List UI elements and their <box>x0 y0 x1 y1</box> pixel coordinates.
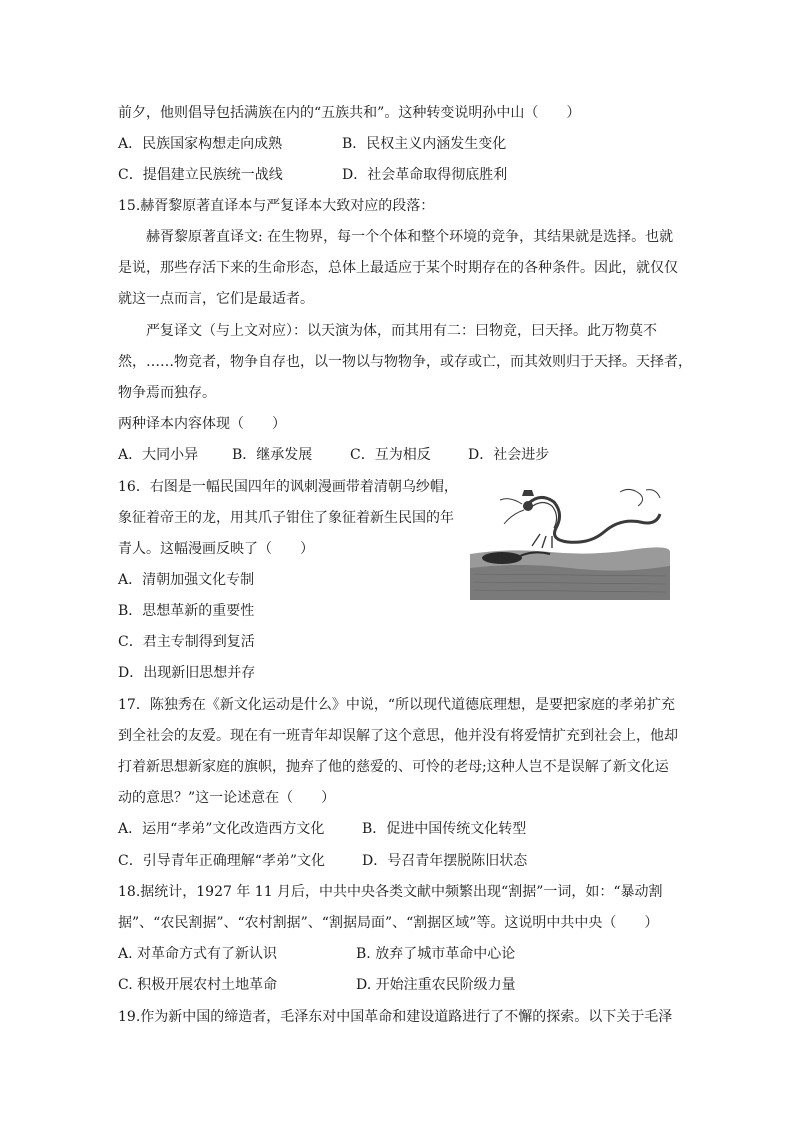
q17-option-b: B．促进中国传统文化转型 <box>362 821 527 837</box>
q18-option-b: B. 放弃了城市革命中心论 <box>356 946 516 962</box>
q18-option-c: C. 积极开展农村土地革命 <box>118 977 278 993</box>
q15-para1-line-3: 就这一点而言，它们是最适者。 <box>118 291 314 307</box>
q14-tail: 前夕，他则倡导包括满族在内的“五族共和”。这种转变说明孙中山（ ） <box>118 105 581 121</box>
q17-stem-line-3: 打着新思想新家庭的旗帜，抛弃了他的慈爱的、可怜的老母;这种人岂不是误解了新文化运 <box>118 759 669 775</box>
q15-option-a: A．大同小异 <box>118 447 199 463</box>
q15-option-b: B．继承发展 <box>232 447 313 463</box>
dragon-cartoon-image <box>470 484 670 600</box>
q16-option-b: B．思想革新的重要性 <box>118 603 255 619</box>
q15-para1-line-1: 赫胥黎原著直译文: 在生物界，每一个个体和整个环境的竞争，其结果就是选择。也就 <box>146 229 674 245</box>
q14-option-a: A．民族国家构想走向成熟 <box>118 136 283 152</box>
q16-stem-line-1: 16．右图是一幅民国四年的讽刺漫画带着清朝乌纱帽， <box>118 479 458 495</box>
q15-para2-line-2: 然，……物竞者，物争自存也，以一物以与物物争，或存或亡，而其效则归于天择。天择者， <box>118 354 692 370</box>
q16-option-d: D．出现新旧思想并存 <box>118 665 256 681</box>
q17-stem-line-2: 到全社会的友爱。现在有一班青年却误解了这个意思，他并没有将爱情扩充到社会上，他却 <box>118 728 678 744</box>
q16-option-a: A．清朝加强文化专制 <box>118 572 255 588</box>
q15-para2-line-1: 严复译文（与上文对应）：以天演为体，而其用有二：曰物竞，曰天择。此万物莫不 <box>146 323 657 339</box>
q18-stem-line-2: 据”、“农民割据”、“农村割据”、“割据局面”、“割据区域”等。这说明中共中央（ ） <box>118 915 659 931</box>
q17-stem-line-1: 17．陈独秀在《新文化运动是什么》中说，“所以现代道德底理想，是要把家庭的孝弟扩充 <box>118 697 675 713</box>
q15-stem: 15.赫胥黎原著直译本与严复译本大致对应的段落： <box>118 198 435 214</box>
q16-stem-line-2: 象征着帝王的龙，用其爪子钳住了象征着新生民国的年 <box>118 510 454 526</box>
q14-option-b: B．民权主义内涵发生变化 <box>342 136 507 152</box>
q19-stem: 19.作为新中国的缔造者，毛泽东对中国革命和建设道路进行了不懈的探索。以下关于毛泽 <box>118 1009 673 1025</box>
q14-option-d: D．社会革命取得彻底胜利 <box>342 167 508 183</box>
q18-option-a: A. 对革命方式有了新认识 <box>118 946 278 962</box>
q14-option-c: C．提倡建立民族统一战线 <box>118 167 283 183</box>
dragon-cartoon-svg <box>470 484 670 600</box>
q17-option-a: A．运用“孝弟”文化改造西方文化 <box>118 821 325 837</box>
q15-para1-line-2: 是说，那些存活下来的生命形态，总体上最适应于某个时期存在的各种条件。因此，就仅仅 <box>118 260 678 276</box>
q15-para2-line-3: 物争焉而独存。 <box>118 385 216 401</box>
q17-stem-line-4: 动的意思？”这一论述意在（ ） <box>118 790 336 806</box>
q16-option-c: C．君主专制得到复活 <box>118 634 255 650</box>
q16-stem-line-3: 青人。这幅漫画反映了（ ） <box>118 541 314 557</box>
q17-option-c: C．引导青年正确理解“孝弟”文化 <box>118 853 326 869</box>
q18-option-d: D. 开始注重农民阶级力量 <box>356 977 516 993</box>
q15-option-d: D．社会进步 <box>468 447 550 463</box>
q17-option-d: D．号召青年摆脱陈旧状态 <box>362 853 528 869</box>
q15-option-c: C．互为相反 <box>350 447 431 463</box>
q15-question: 两种译本内容体现（ ） <box>118 416 286 432</box>
q18-stem-line-1: 18.据统计，1927 年 11 月后，中共中央各类文献中频繁出现“割据”一词，如：“暴动割 <box>118 884 663 900</box>
